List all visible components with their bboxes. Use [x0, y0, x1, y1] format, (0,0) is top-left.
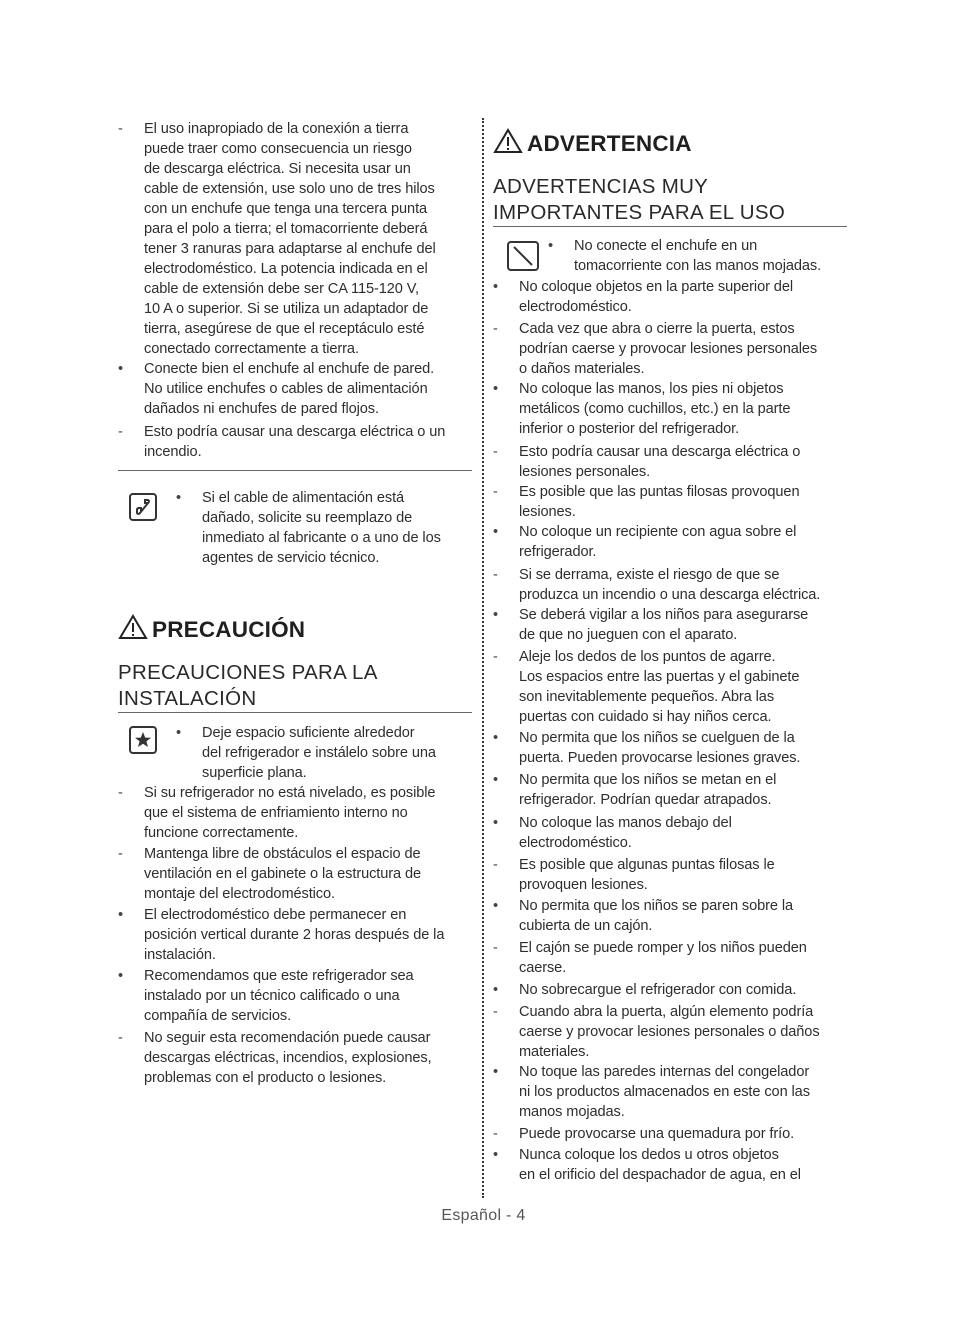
list-item-text: Cada vez que abra o cierre la puerta, estos podrían caerse y provocar lesiones personales o daños materiales. — [519, 321, 818, 377]
list-item-text: El cajón se puede romper y los niños pueden caerse. — [519, 940, 807, 976]
list-item — [493, 770, 853, 810]
list-item — [118, 783, 474, 843]
section-subtitle: ADVERTENCIAS MUY IMPORTANTES PARA EL USO — [493, 175, 786, 224]
list-marker: • — [118, 361, 124, 377]
list-item — [548, 236, 848, 276]
list-marker: - — [493, 649, 498, 665]
list-item — [493, 1124, 853, 1144]
list-marker: • — [493, 607, 499, 623]
caution-title: PRECAUCIÓN — [152, 617, 306, 642]
warning-triangle-icon — [118, 614, 148, 640]
list-marker: • — [118, 968, 124, 984]
list-item-text: No coloque objetos en la parte superior del electrodoméstico. — [519, 279, 793, 315]
list-item-text: Si su refrigerador no está nivelado, es posible que el sistema de enfriamiento interno no funcione correctamente. — [144, 785, 436, 841]
list-item — [118, 359, 474, 419]
list-item-text: No conecte el enchufe en un tomacorriente con las manos mojadas. — [574, 238, 822, 274]
list-item — [493, 1062, 853, 1122]
warning-triangle-icon — [493, 128, 523, 154]
list-marker: - — [118, 121, 123, 137]
list-item-text: Esto podría causar una descarga eléctrica o lesiones personales. — [519, 444, 801, 480]
list-item — [493, 980, 853, 1000]
list-marker: - — [493, 444, 498, 460]
list-marker: • — [493, 815, 499, 831]
list-marker: - — [493, 484, 498, 500]
list-item-text: No permita que los niños se paren sobre la cubierta de un cajón. — [519, 898, 794, 934]
list-item-text: No permita que los niños se metan en el refrigerador. Podrían quedar atrapados. — [519, 772, 777, 808]
list-item — [493, 1002, 853, 1062]
list-item — [493, 605, 853, 645]
note-item — [176, 723, 476, 783]
note-text: Si el cable de alimentación está dañado, solicite su reemplazo de inmediato al fabricante o a uno de los agentes de servicio técnico. — [202, 490, 441, 566]
list-marker: • — [493, 381, 499, 397]
list-item-text: No coloque las manos debajo del electrodoméstico. — [519, 815, 732, 851]
list-item — [493, 1145, 853, 1185]
list-item-text: No permita que los niños se cuelguen de la puerta. Pueden provocarse lesiones graves. — [519, 730, 801, 766]
list-item-text: Esto podría causar una descarga eléctrica o un incendio. — [144, 424, 446, 460]
list-item — [493, 319, 853, 379]
list-marker: - — [493, 1004, 498, 1020]
list-item — [118, 422, 474, 462]
list-marker: • — [493, 982, 499, 998]
list-item-text: Conecte bien el enchufe al enchufe de pared. No utilice enchufes o cables de alimentación dañados ni enchufes de pared flojos. — [144, 361, 435, 417]
list-item-text: Es posible que las puntas filosas provoquen lesiones. — [519, 484, 800, 520]
list-item — [118, 966, 474, 1026]
list-marker: • — [493, 279, 499, 295]
list-item-text: No toque las paredes internas del congelador ni los productos almacenados en este con las manos mojadas. — [519, 1064, 810, 1120]
list-item-text: Es posible que algunas puntas filosas le provoquen lesiones. — [519, 857, 775, 893]
phone-icon — [128, 492, 158, 522]
list-marker: - — [118, 424, 123, 440]
section-subtitle: PRECAUCIONES PARA LA INSTALACIÓN — [118, 661, 378, 710]
list-item — [493, 482, 853, 522]
list-item-text: Cuando abra la puerta, algún elemento podría caerse y provocar lesiones personales o daños materiales. — [519, 1004, 820, 1060]
list-marker: • — [548, 238, 554, 254]
list-marker: - — [118, 846, 123, 862]
list-item — [118, 119, 474, 359]
list-item-text: Puede provocarse una quemadura por frío. — [519, 1126, 795, 1142]
list-item-text: No coloque las manos, los pies ni objetos metálicos (como cuchillos, etc.) en la parte inferior o posterior del refrigerador. — [519, 381, 791, 437]
list-item-text: Se deberá vigilar a los niños para asegurarse de que no jueguen con el aparato. — [519, 607, 809, 643]
list-item — [493, 442, 853, 482]
no-symbol-icon — [506, 240, 540, 272]
list-item-text: No coloque un recipiente con agua sobre el refrigerador. — [519, 524, 797, 560]
note-item — [176, 488, 476, 568]
list-item — [493, 565, 853, 605]
list-marker: • — [176, 725, 182, 741]
list-marker: - — [493, 1126, 498, 1142]
list-item — [118, 1028, 474, 1088]
list-item-text: No sobrecargue el refrigerador con comida. — [519, 982, 797, 998]
list-marker: - — [118, 1030, 123, 1046]
note-text: Deje espacio suficiente alrededor del refrigerador e instálelo sobre una superficie plana. — [202, 725, 436, 781]
list-item — [493, 647, 853, 727]
warning-heading — [493, 128, 692, 157]
caution-heading — [118, 614, 305, 643]
list-item — [118, 905, 474, 965]
list-item-text: El uso inapropiado de la conexión a tierra puede traer como consecuencia un riesgo de descarga eléctrica. Si necesita usar un cable de extensión, use solo uno de tres hilos con un enchufe que tenga una tercera punta para el polo a tierra; el tomacorriente deberá tener 3 ranuras para adaptarse al enchufe del electrodoméstico. La potencia indicada en el cable de extensión debe ser CA 115-120 V, 10 A o superior. Si se utiliza un adaptador de tierra, asegúrese de que el receptáculo esté conectado correctamente a tierra. — [144, 121, 436, 357]
subtitle-underline — [493, 226, 847, 227]
list-item-text: Mantenga libre de obstáculos el espacio de ventilación en el gabinete o la estructura de montaje del electrodoméstico. — [144, 846, 422, 902]
star-icon — [128, 725, 158, 755]
list-marker: - — [493, 940, 498, 956]
list-marker: • — [493, 1064, 499, 1080]
list-marker: • — [493, 772, 499, 788]
list-marker: - — [493, 567, 498, 583]
list-item-text: Recomendamos que este refrigerador sea instalado por un técnico calificado o una compañía de servicios. — [144, 968, 414, 1024]
list-item — [118, 844, 474, 904]
list-marker: • — [118, 907, 124, 923]
list-item — [493, 728, 853, 768]
list-marker: - — [493, 321, 498, 337]
list-item-text: Aleje los dedos de los puntos de agarre. Los espacios entre las puertas y el gabinete son inevitablemente pequeños. Abra las puertas con cuidado si hay niños cerca. — [519, 649, 800, 725]
list-marker: • — [493, 524, 499, 540]
section-divider — [118, 470, 472, 471]
list-item — [493, 813, 853, 853]
list-marker: • — [176, 490, 182, 506]
list-item-text: El electrodoméstico debe permanecer en posición vertical durante 2 horas después de la instalación. — [144, 907, 445, 963]
list-marker: • — [493, 730, 499, 746]
warning-title: ADVERTENCIA — [527, 131, 692, 156]
page-number: Español - 4 — [441, 1207, 526, 1224]
list-marker: - — [493, 857, 498, 873]
list-item — [493, 277, 853, 317]
column-divider — [482, 118, 484, 1198]
list-marker: • — [493, 898, 499, 914]
list-item-text: Si se derrama, existe el riesgo de que se produzca un incendio o una descarga eléctrica. — [519, 567, 821, 603]
list-marker: • — [493, 1147, 499, 1163]
list-marker: - — [118, 785, 123, 801]
list-item — [493, 938, 853, 978]
list-item-text: Nunca coloque los dedos u otros objetos en el orificio del despachador de agua, en el — [519, 1147, 801, 1183]
list-item — [493, 896, 853, 936]
list-item-text: No seguir esta recomendación puede causar descargas eléctricas, incendios, explosiones, problemas con el producto o lesiones. — [144, 1030, 432, 1086]
list-item — [493, 379, 853, 439]
subtitle-underline — [118, 712, 472, 713]
list-item — [493, 522, 853, 562]
list-item — [493, 855, 853, 895]
